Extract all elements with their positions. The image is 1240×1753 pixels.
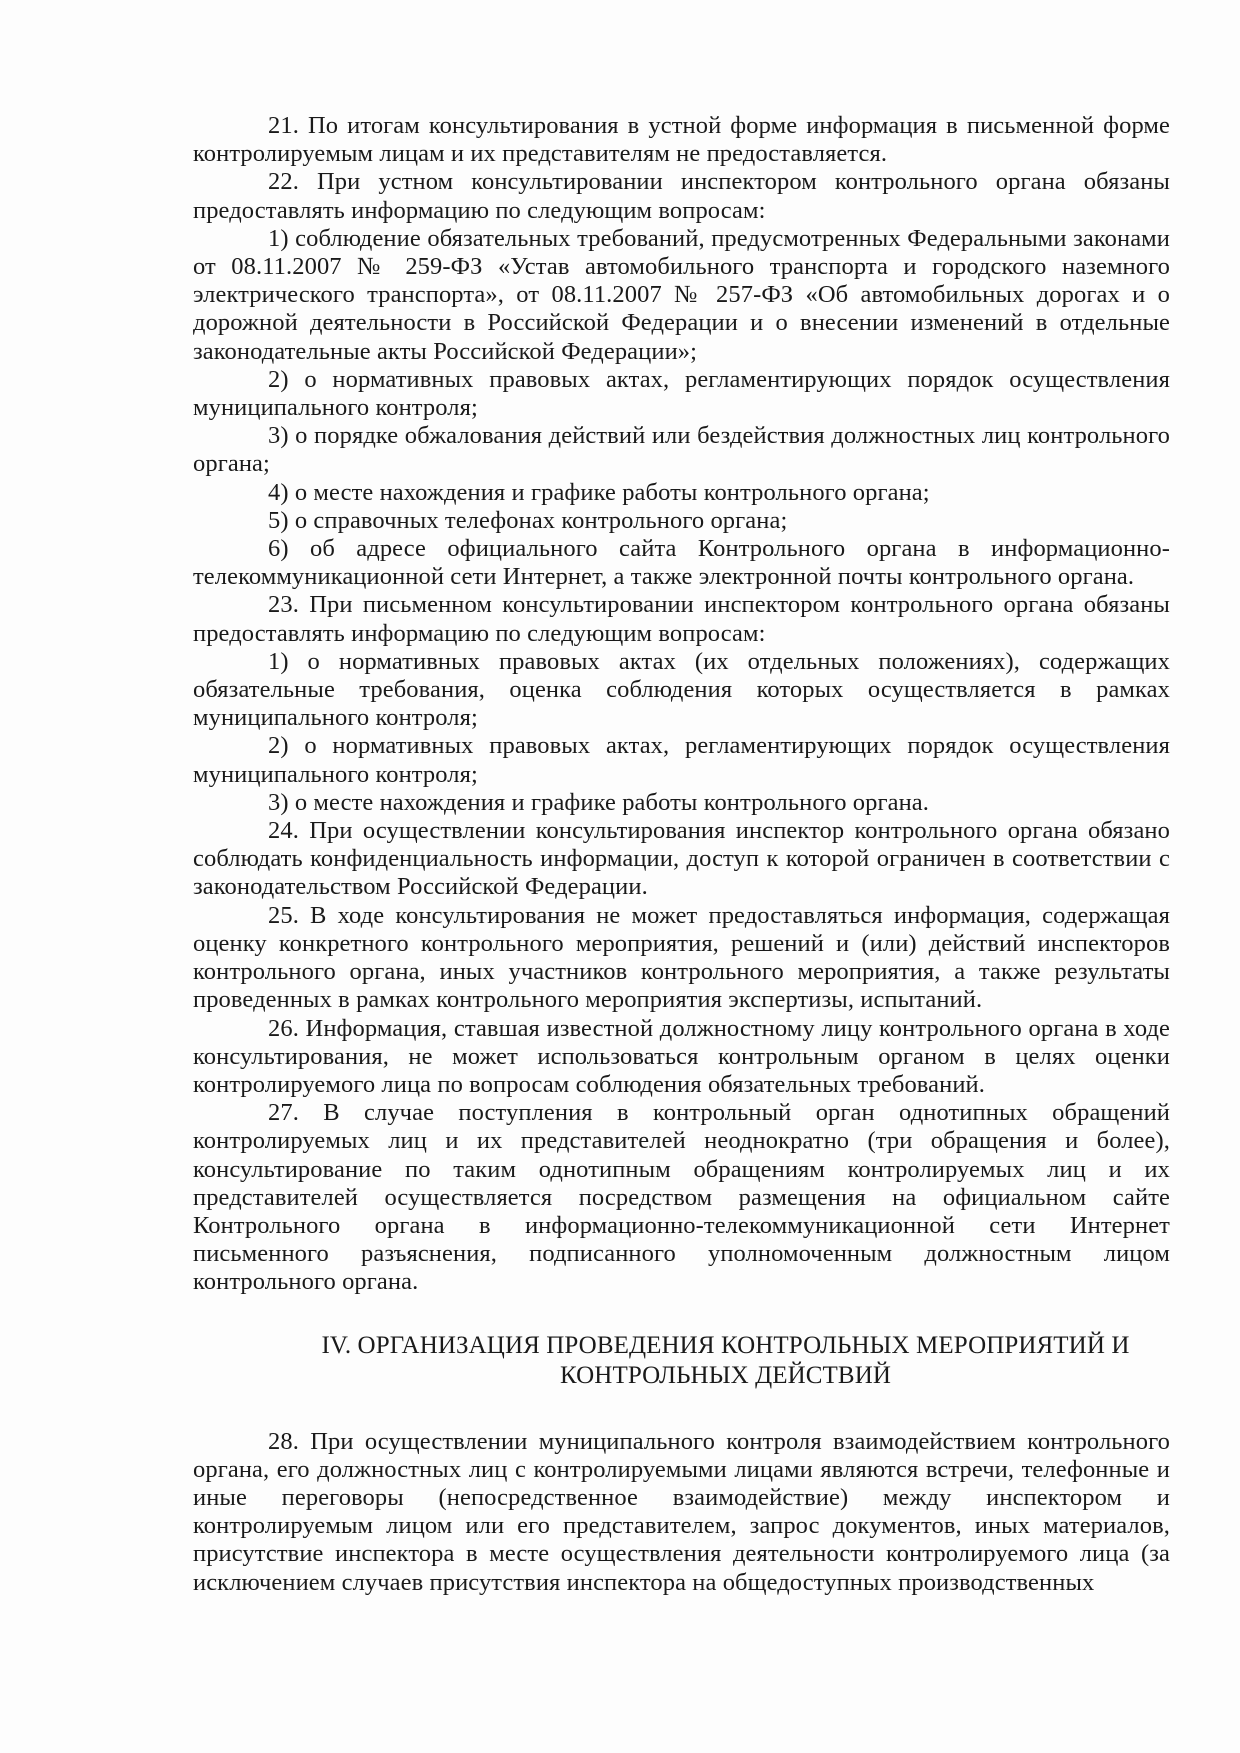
paragraph-22: 22. При устном консультировании инспектором контрольного органа обязаны предоставлять информацию по следующим вопросам: xyxy=(193,168,1170,224)
paragraph-24: 24. При осуществлении консультирования инспектор контрольного органа обязано соблюдать конфиденциальность информации, доступ к которой ограничен в соответствии с законодательством Российской Федерации. xyxy=(193,817,1170,901)
paragraph-21: 21. По итогам консультирования в устной форме информация в письменной форме контролируемым лицам и их представителям не предоставляется. xyxy=(193,112,1170,168)
paragraph-23-item-1: 1) о нормативных правовых актах (их отдельных положениях), содержащих обязательные требования, оценка соблюдения которых осуществляется в рамках муниципального контроля; xyxy=(193,647,1170,732)
paragraph-25: 25. В ходе консультирования не может предоставляться информация, содержащая оценку конкретного контрольного мероприятия, решений и (или) действий инспекторов контрольного органа, иных участников контрольного мероприятия, а также результаты проведенных в рамках контрольного мероприятия экспертизы, испытаний. xyxy=(193,901,1170,1014)
document-body xyxy=(193,112,1170,1597)
paragraph-22-item-5: 5) о справочных телефонах контрольного органа; xyxy=(268,506,788,534)
paragraph-22-item-1: 1) соблюдение обязательных требований, предусмотренных Федеральными законами от 08.11.2007 № 259-ФЗ «Устав автомобильного транспорта и городского наземного электрического транспорта», от 08.11.2007 № 257-ФЗ «Об автомобильных дорогах и о дорожной деятельности в Российской Федерации и о внесении изменений в отдельные законодательные акты Российской Федерации»; xyxy=(193,224,1170,365)
paragraph-27: 27. В случае поступления в контрольный орган однотипных обращений контролируемых лиц и их представителей неоднократно (три обращения и более), консультирование по таким однотипным обращениям контролируемых лиц и их представителей осуществляется посредством размещения на официальном сайте Контрольного органа в информационно-телекоммуникационной сети Интернет письменного разъяснения, подписанного уполномоченным должностным лицом контрольного органа. xyxy=(193,1099,1170,1296)
section-heading-line-2: КОНТРОЛЬНЫХ ДЕЙСТВИЙ xyxy=(559,1361,892,1389)
paragraph-23: 23. При письменном консультировании инспектором контрольного органа обязаны предоставлять информацию по следующим вопросам: xyxy=(193,591,1170,647)
paragraph-23-item-2: 2) о нормативных правовых актах, регламентирующих порядок осуществления муниципального контроля; xyxy=(193,732,1170,788)
paragraph-26: 26. Информация, ставшая известной должностному лицу контрольного органа в ходе консультирования, не может использоваться контрольным органом в целях оценки контролируемого лица по вопросам соблюдения обязательных требований. xyxy=(193,1014,1170,1098)
paragraph-23-item-3: 3) о месте нахождения и графике работы контрольного органа. xyxy=(268,788,930,816)
section-heading xyxy=(193,1331,1170,1391)
paragraph-22-item-2: 2) о нормативных правовых актах, регламентирующих порядок осуществления муниципального контроля; xyxy=(193,365,1170,422)
paragraph-22-item-6: 6) об адресе официального сайта Контрольного органа в информационно-телекоммуникационной сети Интернет, а также электронной почты контрольного органа. xyxy=(193,535,1170,591)
paragraph-22-item-3: 3) о порядке обжалования действий или бездействия должностных лиц контрольного органа; xyxy=(193,422,1170,478)
paragraph-28: 28. При осуществлении муниципального контроля взаимодействием контрольного органа, его должностных лиц с контролируемыми лицами являются встречи, телефонные и иные переговоры (непосредственное взаимодействие) между инспектором и контролируемым лицом или его представителем, запрос документов, иных материалов, присутствие инспектора в месте осуществления деятельности контролируемого лица (за исключением случаев присутствия инспектора на общедоступных производственных xyxy=(193,1427,1170,1596)
section-heading-line-1: IV. ОРГАНИЗАЦИЯ ПРОВЕДЕНИЯ КОНТРОЛЬНЫХ МЕРОПРИЯТИЙ И xyxy=(321,1331,1130,1359)
paragraph-22-item-4: 4) о месте нахождения и графике работы контрольного органа; xyxy=(268,478,930,506)
